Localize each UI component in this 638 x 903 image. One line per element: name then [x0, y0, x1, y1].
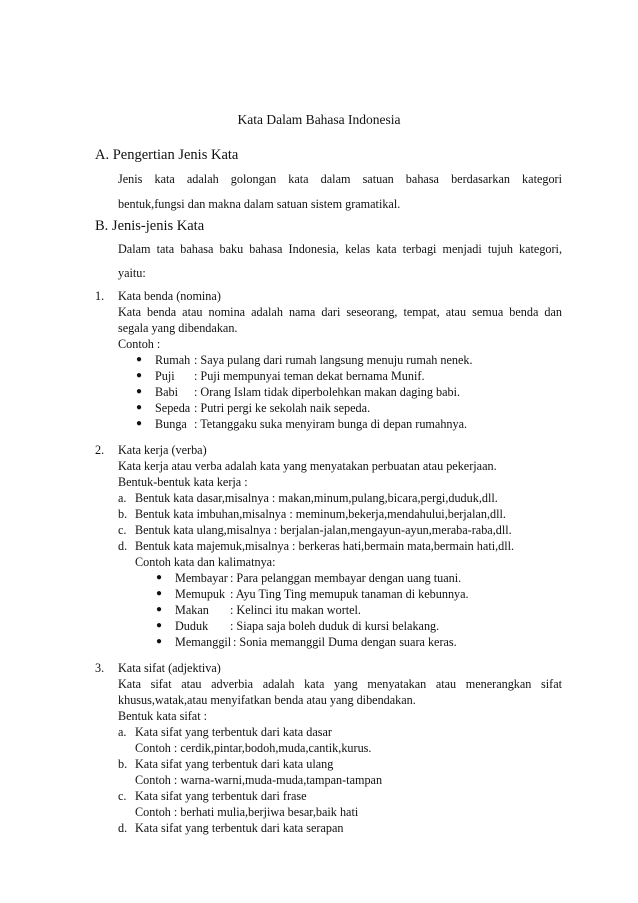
bentuk-label: Bentuk kata sifat :: [118, 709, 208, 723]
item-description: khusus,watak,atau menyifatkan benda atau yang dibendakan.: [118, 693, 416, 707]
form-text: Kata sifat yang terbentuk dari frase: [135, 789, 307, 803]
form-letter: b.: [118, 757, 128, 771]
example-sentence: : Siapa saja boleh duduk di kursi belakang.: [230, 619, 440, 633]
example-term: Bunga: [155, 417, 187, 431]
section-a-paragraph-line: Jenis kata adalah golongan kata dalam satuan bahasa berdasarkan kategori: [118, 172, 562, 186]
form-letter: c.: [118, 789, 127, 803]
bentuk-label: Bentuk-bentuk kata kerja :: [118, 475, 248, 489]
list-number: 3.: [95, 661, 105, 675]
example-sentence: : Putri pergi ke sekolah naik sepeda.: [194, 401, 371, 415]
item-description: Kata sifat atau adverbia adalah kata yang menyatakan atau menerangkan sifat: [118, 677, 562, 691]
form-letter: d.: [118, 539, 128, 553]
example-term: Sepeda: [155, 401, 191, 415]
form-example: Contoh : cerdik,pintar,bodoh,muda,cantik,kurus.: [135, 741, 372, 755]
section-b-heading: B. Jenis-jenis Kata: [95, 218, 205, 234]
page-title: Kata Dalam Bahasa Indonesia: [237, 112, 401, 127]
form-text: Bentuk kata majemuk,misalnya : berkeras hati,bermain mata,bermain hati,dll.: [135, 539, 515, 553]
form-letter: a.: [118, 491, 127, 505]
form-example: Contoh : warna-warni,muda-muda,tampan-tampan: [135, 773, 383, 787]
bullet-icon: ●: [136, 354, 143, 365]
bullet-icon: ●: [156, 620, 163, 631]
bullet-icon: ●: [156, 572, 163, 583]
example-term: Duduk: [175, 619, 209, 633]
form-letter: c.: [118, 523, 127, 537]
bullet-icon: ●: [156, 636, 163, 647]
bullet-icon: ●: [136, 386, 143, 397]
example-term: Babi: [155, 385, 179, 399]
bullet-icon: ●: [136, 402, 143, 413]
form-text: Bentuk kata ulang,misalnya : berjalan-jalan,mengayun-ayun,meraba-raba,dll.: [135, 523, 512, 537]
example-sentence: : Sonia memanggil Duma dengan suara keras.: [233, 635, 457, 649]
contoh-label: Contoh kata dan kalimatnya:: [135, 555, 276, 569]
item-title: Kata benda (nomina): [118, 289, 221, 303]
bullet-icon: ●: [156, 604, 163, 615]
example-term: Rumah: [155, 353, 191, 367]
list-number: 2.: [95, 443, 105, 457]
example-sentence: : Orang Islam tidak diperbolehkan makan daging babi.: [194, 385, 461, 399]
form-text: Bentuk kata imbuhan,misalnya : meminum,bekerja,mendahului,berjalan,dll.: [135, 507, 506, 521]
example-term: Membayar: [175, 571, 228, 585]
example-sentence: : Tetanggaku suka menyiram bunga di depan rumahnya.: [194, 417, 468, 431]
item-description: Kata benda atau nomina adalah nama dari seseorang, tempat, atau semua benda dan: [118, 305, 562, 319]
example-term: Memanggil: [175, 635, 232, 649]
form-text: Kata sifat yang terbentuk dari kata ulang: [135, 757, 334, 771]
form-text: Kata sifat yang terbentuk dari kata dasar: [135, 725, 332, 739]
section-b-paragraph-line: Dalam tata bahasa baku bahasa Indonesia, kelas kata terbagi menjadi tujuh kategori,: [118, 242, 562, 256]
item-title: Kata kerja (verba): [118, 443, 207, 457]
item-title: Kata sifat (adjektiva): [118, 661, 221, 675]
form-example: Contoh : berhati mulia,berjiwa besar,baik hati: [135, 805, 359, 819]
example-sentence: : Para pelanggan membayar dengan uang tuani.: [230, 571, 462, 585]
example-sentence: : Saya pulang dari rumah langsung menuju rumah nenek.: [194, 353, 473, 367]
bullet-icon: ●: [156, 588, 163, 599]
example-sentence: : Ayu Ting Ting memupuk tanaman di kebunnya.: [230, 587, 469, 601]
form-letter: a.: [118, 725, 127, 739]
bullet-icon: ●: [136, 370, 143, 381]
contoh-label: Contoh :: [118, 337, 161, 351]
form-text: Bentuk kata dasar,misalnya : makan,minum,pulang,bicara,pergi,duduk,dll.: [135, 491, 498, 505]
form-letter: b.: [118, 507, 128, 521]
list-number: 1.: [95, 289, 105, 303]
example-term: Makan: [175, 603, 209, 617]
section-a-paragraph-line: bentuk,fungsi dan makna dalam satuan sistem gramatikal.: [118, 197, 401, 211]
example-term: Memupuk: [175, 587, 226, 601]
example-sentence: : Kelinci itu makan wortel.: [230, 603, 361, 617]
example-sentence: : Puji mempunyai teman dekat bernama Munif.: [194, 369, 425, 383]
form-letter: d.: [118, 821, 128, 835]
section-b-paragraph-line: yaitu:: [118, 266, 146, 280]
example-term: Puji: [155, 369, 175, 383]
bullet-icon: ●: [136, 418, 143, 429]
item-description: segala yang dibendakan.: [118, 321, 238, 335]
section-a-heading: A. Pengertian Jenis Kata: [95, 147, 239, 163]
form-text: Kata sifat yang terbentuk dari kata serapan: [135, 821, 344, 835]
item-description: Kata kerja atau verba adalah kata yang menyatakan perbuatan atau pekerjaan.: [118, 459, 497, 473]
